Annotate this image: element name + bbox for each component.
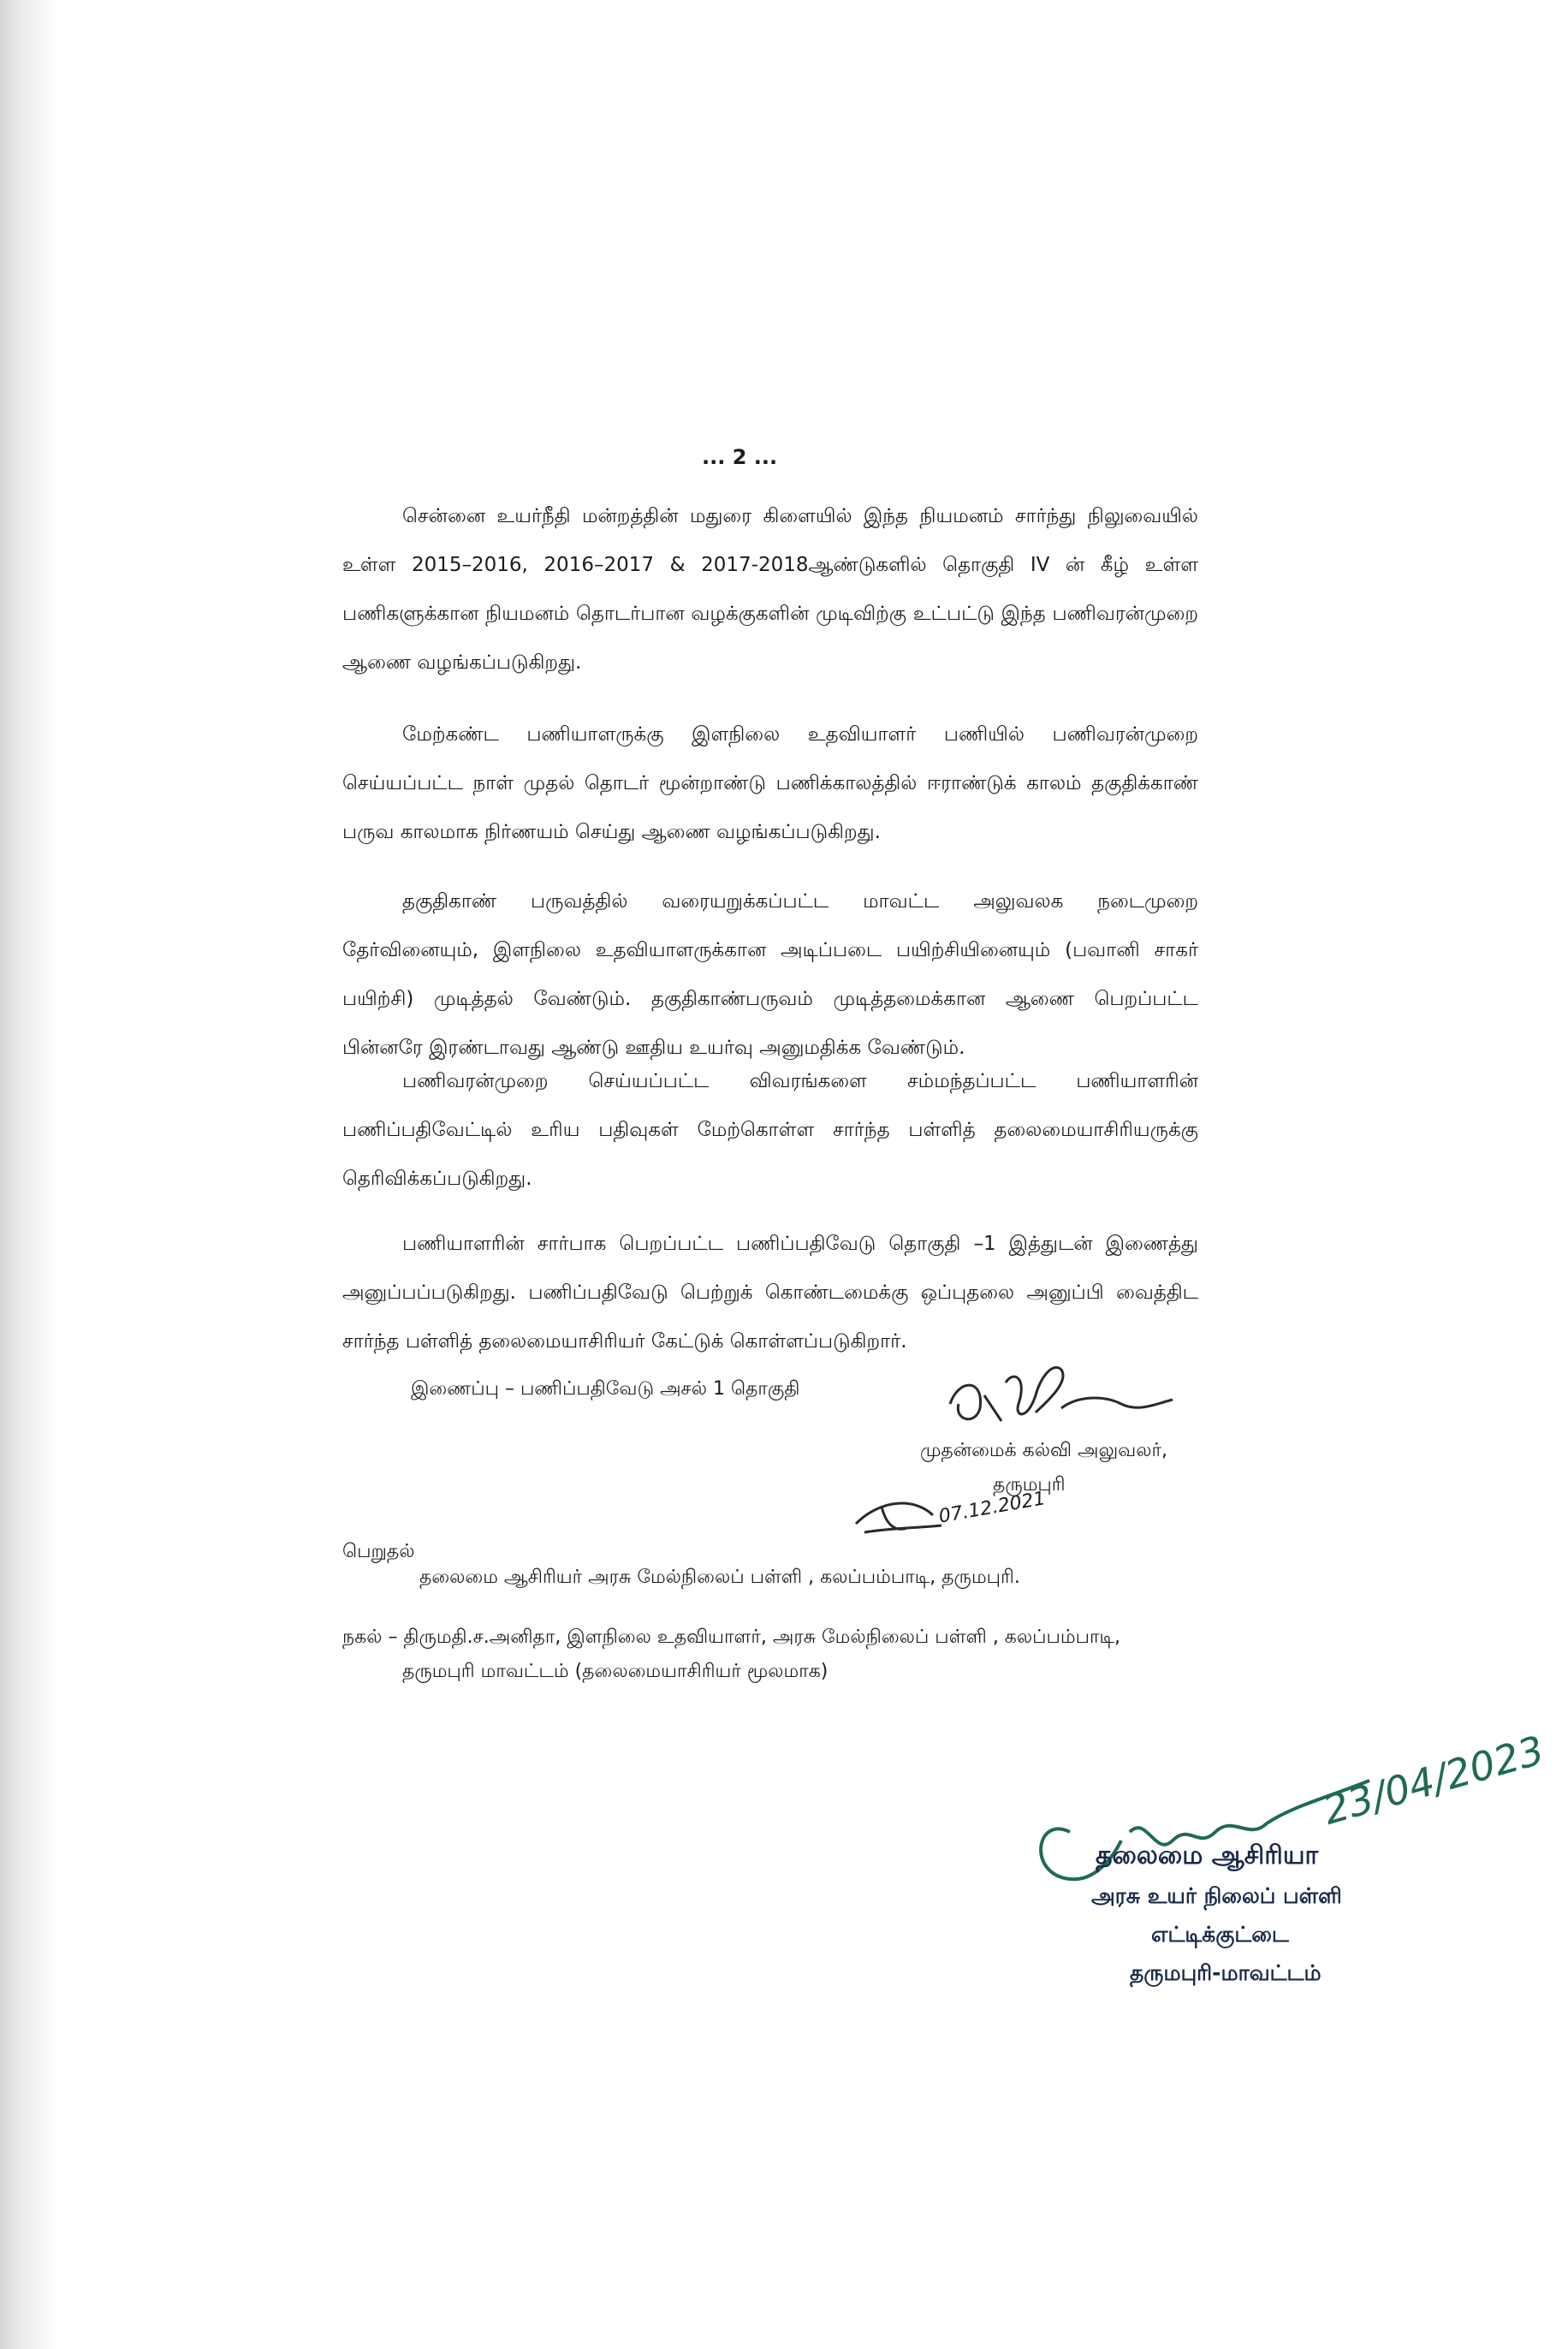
paragraph-4 (342, 1057, 1198, 1204)
enclosure-line: இணைப்பு – பணிப்பதிவேடு அசல் 1 தொகுதி (411, 1378, 800, 1400)
seal-line-4: தருமபுரி-மாவட்டம் (1130, 1960, 1322, 1985)
copy-line-1: நகல் – திருமதி.ச.அனிதா, இளநிலை உதவியாளர், அரசு மேல்நிலைப் பள்ளி , கலப்பம்பாடி, (342, 1626, 1120, 1648)
ceo-signature (933, 1344, 1292, 1447)
paragraph-2 (342, 711, 1198, 857)
seal-line-2: அரசு உயர் நிலைப் பள்ளி (1091, 1883, 1342, 1908)
copy-line-2: தருமபுரி மாவட்டம் (தலைமையாசிரியர் மூலமாக) (402, 1661, 829, 1682)
signatory-designation: முதன்மைக் கல்வி அலுவலர், (920, 1440, 1167, 1461)
signatory-place: தருமபுரி (993, 1474, 1066, 1496)
paragraph-3-text: தகுதிகாண் பருவத்தில் வரையறுக்கப்பட்ட மாவட்ட அலுவலக நடைமுறை தேர்வினையும், இளநிலை உதவியாளருக்கான அடிப்படை பயிற்சியினையும் (பவானி சாகர் பயிற்சி) முடித்தல் வேண்டும். தகுதிகாண்பருவம் முடித்தமைக்கான ஆணை பெறப்பட்ட பின்னரே இரண்டாவது ஆண்டு ஊதிய உயர்வு அனுமதிக்க வேண்டும். (342, 890, 1198, 1059)
paragraph-5-text: பணியாளரின் சார்பாக பெறப்பட்ட பணிப்பதிவேடு தொகுதி –1 இத்துடன் இணைத்து அனுப்பப்படுகிறது. பணிப்பதிவேடு பெற்றுக் கொண்டமைக்கு ஒப்புதலை அனுப்பி வைத்திட சார்ந்த பள்ளித் தலைமையாசிரியர் கேட்டுக் கொள்ளப்படுகிறார். (342, 1233, 1198, 1353)
seal-line-1: தலைமை ஆசிரியா (1096, 1841, 1319, 1870)
seal-line-3: எட்டிக்குட்டை (1151, 1922, 1289, 1947)
handwritten-date: 07.12.2021 (937, 1488, 1048, 1528)
page-edge-shadow (0, 0, 60, 2349)
recipient-label: பெறுதல் (342, 1541, 415, 1562)
paragraph-4-text: பணிவரன்முறை செய்யப்பட்ட விவரங்களை சம்மந்தப்பட்ட பணியாளரின் பணிப்பதிவேட்டில் உரிய பதிவுகள் மேற்கொள்ள சார்ந்த பள்ளித் தலைமையாசிரியருக்கு தெரிவிக்கப்படுகிறது. (342, 1070, 1198, 1190)
paragraph-3 (342, 877, 1198, 1073)
page-number: ... 2 ... (702, 445, 778, 469)
paragraph-1 (342, 492, 1198, 687)
paragraph-1-text: சென்னை உயர்நீதி மன்றத்தின் மதுரை கிளையில் இந்த நியமனம் சார்ந்து நிலுவையில் உள்ள 2015–2016, 2016–2017 & 2017-2018ஆண்டுகளில் தொகுதி IV ன் கீழ் உள்ள பணிகளுக்கான நியமனம் தொடர்பான வழக்குகளின் முடிவிற்கு உட்பட்டு இந்த பணிவரன்முறை ஆணை வழங்கப்படுகிறது. (342, 505, 1198, 674)
recipient-address: தலைமை ஆசிரியர் அரசு மேல்நிலைப் பள்ளி , கலப்பம்பாடி, தருமபுரி. (419, 1567, 1020, 1588)
headmaster-date: 23/04/2023 (1318, 1726, 1549, 1834)
headmaster-signature (1019, 1729, 1464, 1900)
paragraph-2-text: மேற்கண்ட பணியாளருக்கு இளநிலை உதவியாளர் பணியில் பணிவரன்முறை செய்யப்பட்ட நாள் முதல் தொடர் மூன்றாண்டு பணிக்காலத்தில் ஈராண்டுக் காலம் தகுதிக்காண் பருவ காலமாக நிர்ணயம் செய்து ஆணை வழங்கப்படுகிறது. (342, 723, 1198, 843)
